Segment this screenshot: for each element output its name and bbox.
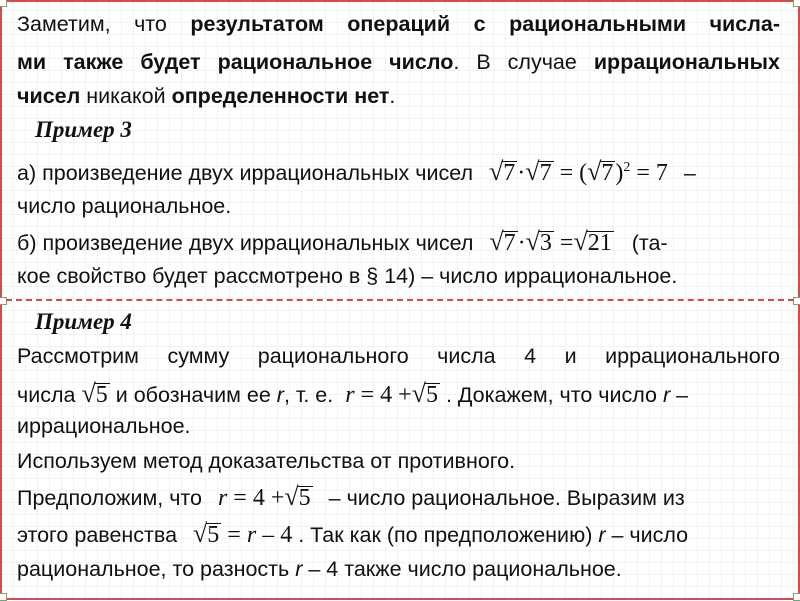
heading: Пример 3 [35,117,132,142]
formula-sqrt5-equals: √5 = r – 4 [193,519,293,548]
dashed-divider [6,299,794,301]
example-4-line-1: Рассмотрим сумму рационального числа 4 и иррационального [17,344,780,368]
resize-handle-top-left[interactable] [0,0,7,7]
example-3-a-line: а) произведение двух иррациональных чисел $√7\cdot√7 = (√7)^2 = 7$ – [17,157,696,186]
example-3-title [17,116,780,144]
example-4-title [17,308,780,336]
formula-sqrt5: √5 [81,379,108,408]
resize-handle-top-right[interactable] [793,0,800,7]
example-4-line-6: этого равенства √5 = r – 4 . Так как (по предположению) r – число [17,519,689,548]
heading: Пример 4 [35,309,132,334]
intro-line-2: ми также будет рациональное число. В случае иррациональных [17,50,780,74]
example-3-a-tail: число рациональное. [17,194,232,218]
formula-r-equals: r = 4 +√5 [345,379,438,408]
example-4-line-4: Используем метод доказательства от противного. [17,449,516,473]
intro-line-1: Заметим, что результатом операций с рациональными числа- [17,12,781,36]
formula-sqrt7-sqrt3: √7·√3 =√21 [489,227,612,256]
example-3-b-line: б) произведение двух иррациональных чисел √7·√3 =√21 (та- [17,227,668,256]
example-4-line-5: Предположим, что r = 4 +√5 – число рациональное. Выразим из [17,482,685,511]
formula-r-equals-2: r = 4 +√5 [217,482,311,511]
resize-handle-right-mid[interactable] [793,297,800,305]
intro-line-3: чисел никакой определенности нет. [17,84,396,108]
formula-sqrt7-product: $√7\cdot√7 = (√7)^2 = 7$ [489,157,668,186]
example-4-line-3: иррациональное. [17,414,191,438]
example-4-line-2: числа √5 и обозначим ее r, т. е. r = 4 +√5 . Докажем, что число r – [17,379,689,408]
example-4-line-7: рациональное, то разность r – 4 также число рациональное. [17,557,622,581]
example-3-b-tail: кое свойство будет рассмотрено в § 14) – число иррациональное. [17,264,678,288]
